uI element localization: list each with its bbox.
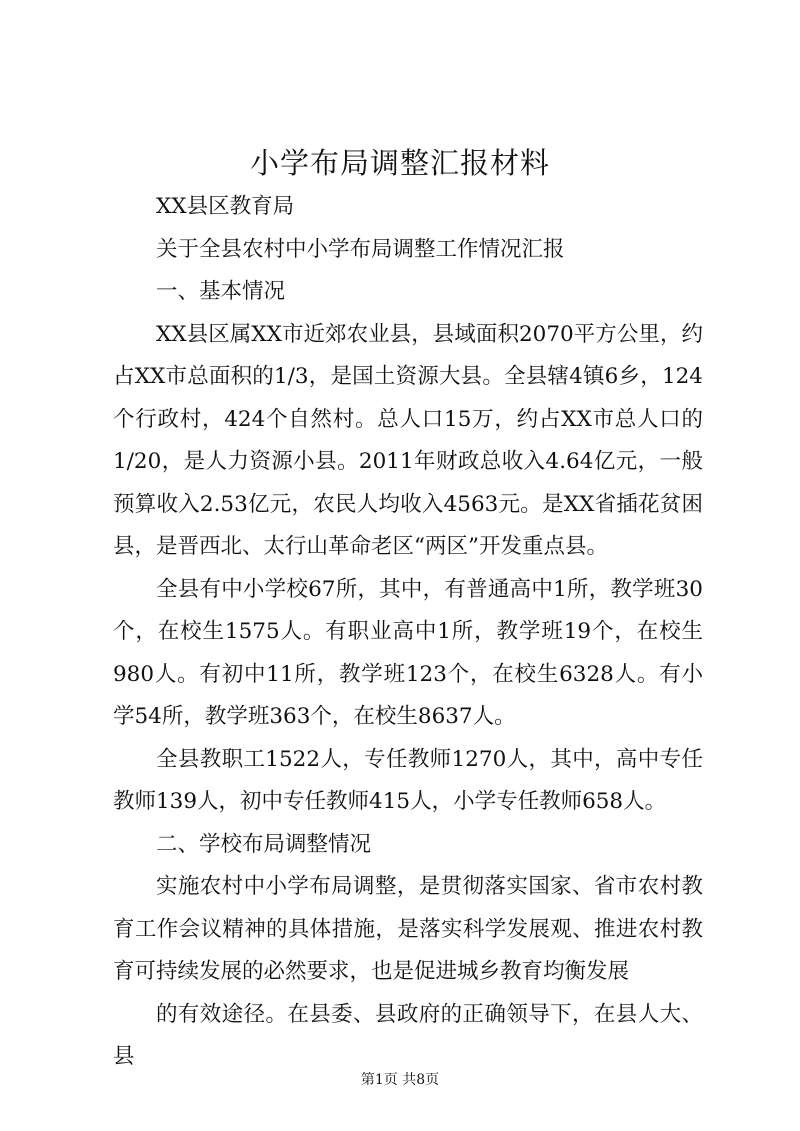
- paragraph-staff-stats: 全县教职工1522人，专任教师1270人，其中，高中专任教师139人，初中专任教师415人，小学专任教师658人。: [113, 746, 703, 814]
- document-title: 小学布局调整汇报材料: [249, 146, 550, 180]
- report-title-line: 关于全县农村中小学布局调整工作情况汇报: [156, 236, 565, 262]
- organization-line: XX县区教育局: [156, 194, 295, 219]
- section-heading-adjustment: 二、学校布局调整情况: [156, 831, 372, 857]
- section-heading-basic: 一、基本情况: [156, 279, 286, 304]
- paragraph-adjustment-purpose: 实施农村中小学布局调整，是贯彻落实国家、省市农村教育工作会议精神的具体措施，是落实科学发展观、推进农村教育可持续发展的必然要求，也是促进城乡教育均衡发展: [113, 874, 703, 984]
- paragraph-school-stats: 全县有中小学校67所，其中，有普通高中1所，教学班30个，在校生1575人。有职业高中1所，教学班19个，在校生980人。有初中11所，教学班123个，在校生6328人。有小学54所，教学班363个，在校生8637人。: [113, 576, 703, 729]
- page-footer: 第1页 共8页: [360, 1072, 440, 1088]
- document-body: [113, 186, 703, 1079]
- paragraph-adjustment-continued: 的有效途径。在县委、县政府的正确领导下，在县人大、县: [113, 1001, 703, 1069]
- paragraph-county-overview: XX县区属XX市近郊农业县，县域面积2070平方公里，约占XX市总面积的1/3，是国土资源大县。全县辖4镇6乡，124个行政村，424个自然村。总人口15万，约占XX市总人口的1/20，是人力资源小县。2011年财政总收入4.64亿元，一般预算收入2.53亿元，农民人均收入4563元。是XX省插花贫困县，是晋西北、太行山革命老区“两区”开发重点县。: [113, 321, 703, 559]
